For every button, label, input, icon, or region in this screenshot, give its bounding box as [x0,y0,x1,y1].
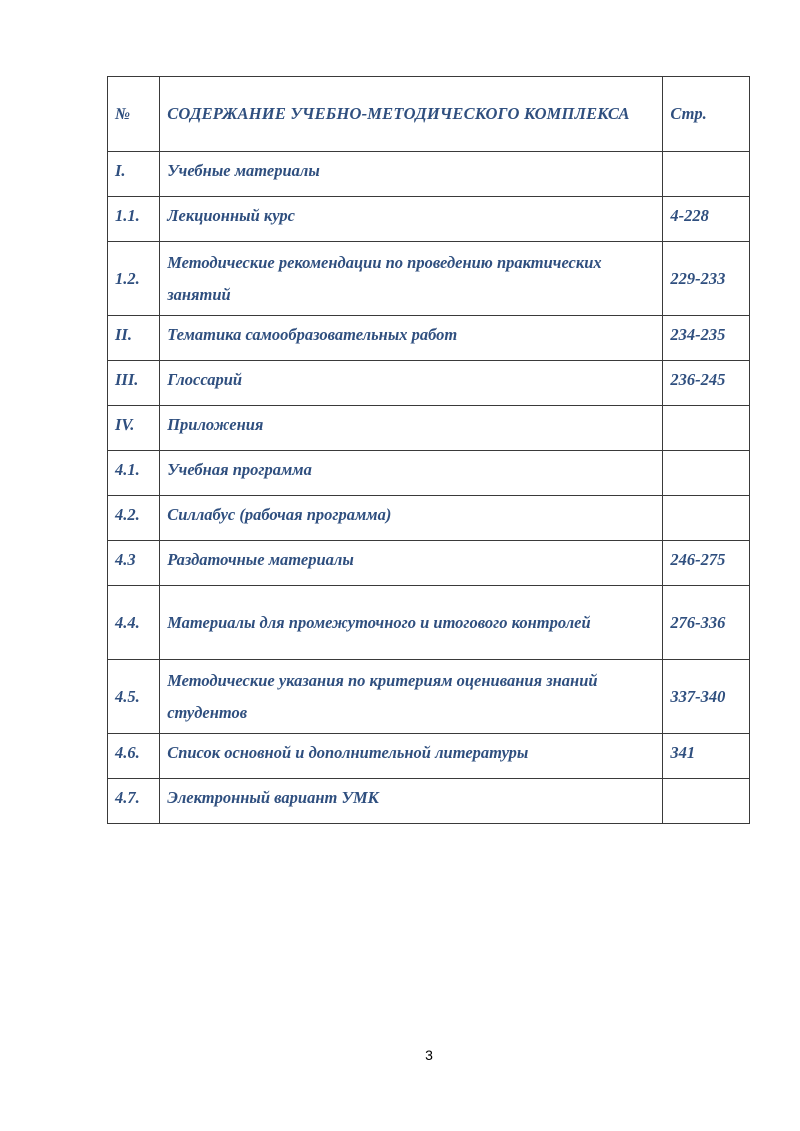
row-page [663,451,750,496]
row-title: Приложения [160,406,663,451]
row-title: Электронный вариант УМК [160,779,663,824]
row-page: 337-340 [663,660,750,734]
row-num: 1.2. [108,242,160,316]
table-row [108,197,750,242]
row-title: Лекционный курс [160,197,663,242]
row-num: I. [108,152,160,197]
row-num: 4.1. [108,451,160,496]
table-row [108,541,750,586]
header-title: СОДЕРЖАНИЕ УЧЕБНО-МЕТОДИЧЕСКОГО КОМПЛЕКСА [160,77,663,152]
row-page: 341 [663,734,750,779]
row-num: 4.5. [108,660,160,734]
row-title: Методические рекомендации по проведению практических занятий [160,242,663,316]
header-num: № [108,77,160,152]
row-page: 276-336 [663,586,750,660]
table-header-row [108,77,750,152]
row-page: 234-235 [663,316,750,361]
header-page: Стр. [663,77,750,152]
page-number: 3 [425,1047,433,1063]
table-row [108,496,750,541]
row-page [663,152,750,197]
row-page [663,779,750,824]
row-title: Методические указания по критериям оценивания знаний студентов [160,660,663,734]
table-row [108,406,750,451]
table-row [108,660,750,734]
row-title: Тематика самообразовательных работ [160,316,663,361]
row-num: II. [108,316,160,361]
table-row [108,779,750,824]
row-title: Глоссарий [160,361,663,406]
row-page: 236-245 [663,361,750,406]
table-row [108,152,750,197]
row-title: Раздаточные материалы [160,541,663,586]
table-row [108,361,750,406]
row-title: Список основной и дополнительной литературы [160,734,663,779]
row-page [663,406,750,451]
row-page: 4-228 [663,197,750,242]
table-row [108,316,750,361]
row-num: 4.7. [108,779,160,824]
table-row [108,734,750,779]
row-num: IV. [108,406,160,451]
row-num: 4.6. [108,734,160,779]
row-num: 4.3 [108,541,160,586]
table-row [108,451,750,496]
row-num: 4.2. [108,496,160,541]
row-page [663,496,750,541]
row-num: 4.4. [108,586,160,660]
row-num: III. [108,361,160,406]
row-title: Учебные материалы [160,152,663,197]
row-num: 1.1. [108,197,160,242]
toc-table [107,76,750,824]
row-title: Учебная программа [160,451,663,496]
table-row [108,586,750,660]
row-title: Силлабус (рабочая программа) [160,496,663,541]
row-page: 246-275 [663,541,750,586]
row-page: 229-233 [663,242,750,316]
table-row [108,242,750,316]
row-title: Материалы для промежуточного и итогового контролей [160,586,663,660]
